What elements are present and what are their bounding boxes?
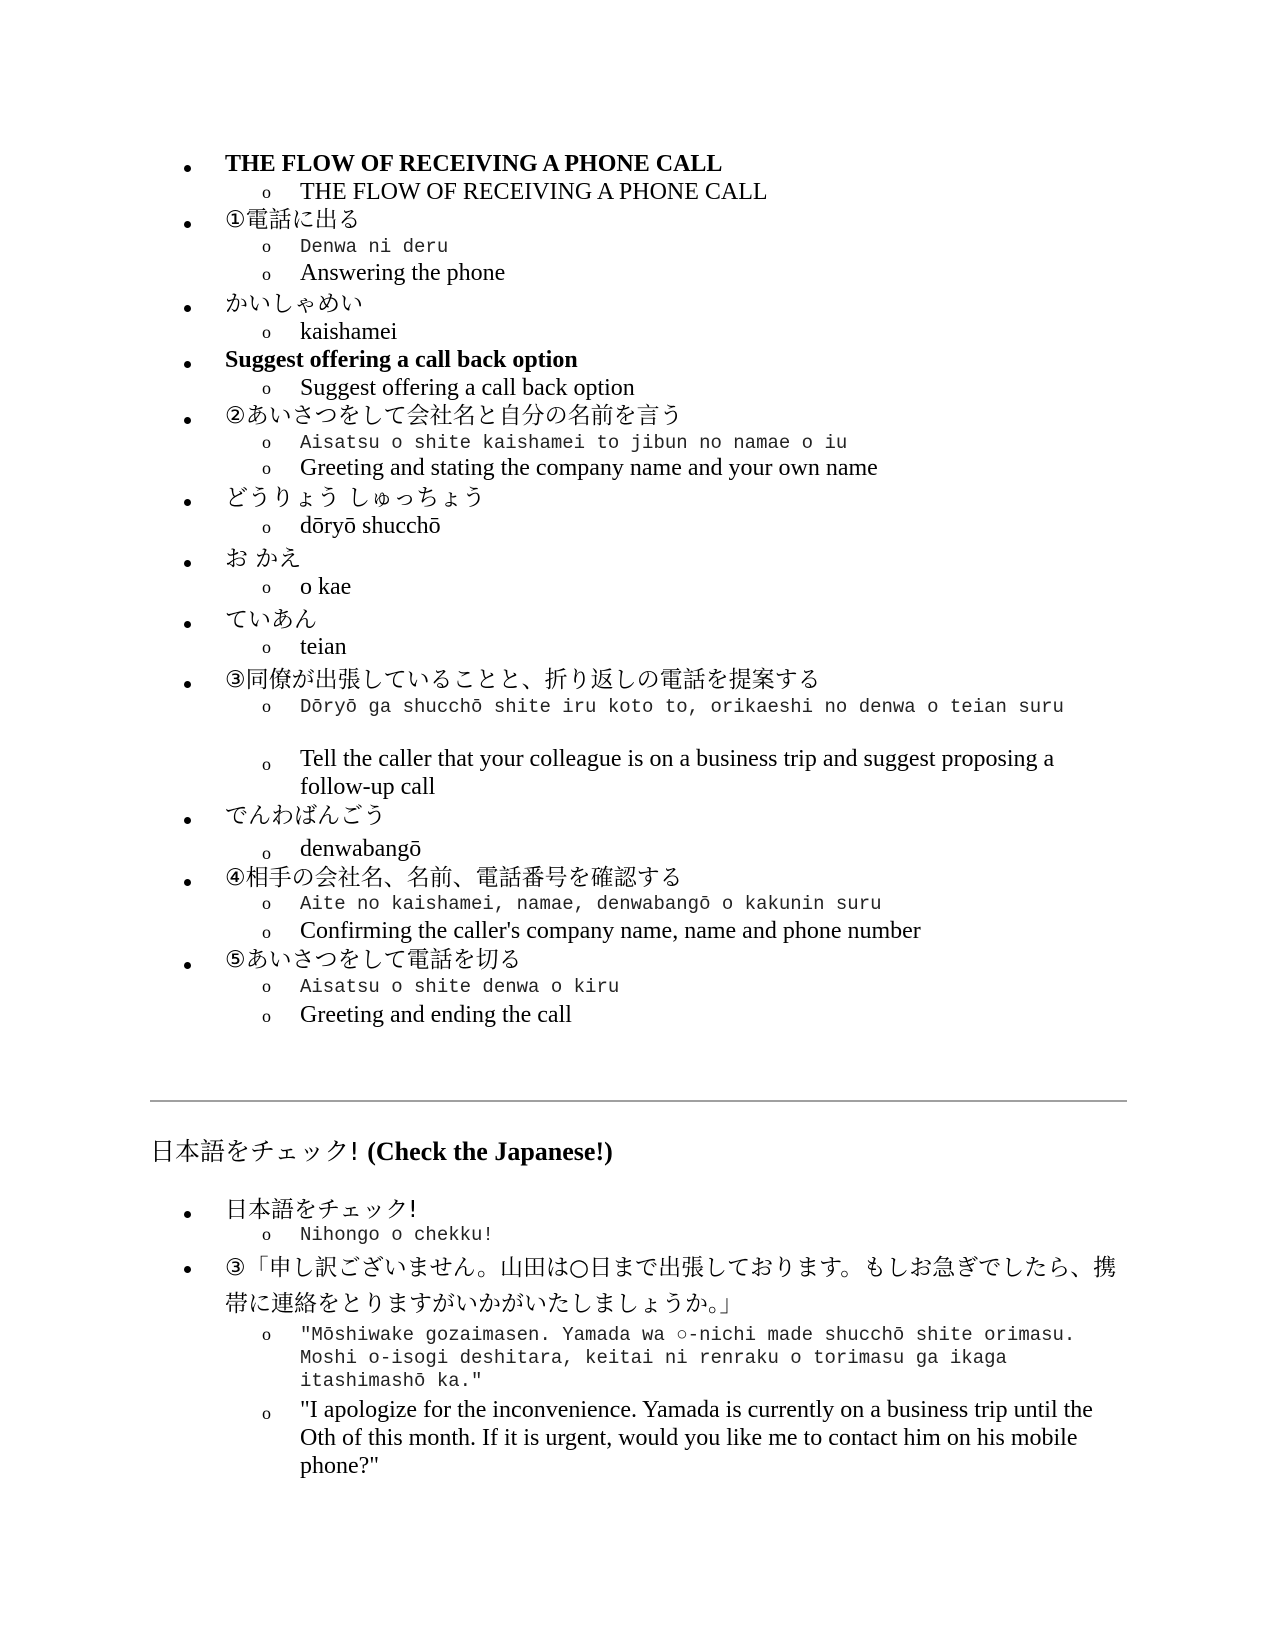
item-translation: Tell the caller that your colleague is on a business trip and suggest proposing a follow-up call: [300, 746, 1055, 800]
item-romaji: Dōryō ga shucchō shite iru koto to, orikaeshi no denwa o teian suru: [300, 696, 1064, 718]
sub-bullet-icon: o: [262, 1403, 271, 1423]
item-japanese: ③「申し訳ございません。山田は○日まで出張しております。もしお急ぎでしたら、携帯に連絡をとりますがいかがいたしましょうか。」: [225, 1255, 1117, 1317]
item-japanese: でんわばんごう: [225, 803, 386, 829]
sub-bullet-icon: o: [262, 517, 271, 537]
section-title: [150, 1136, 613, 1168]
item-translation: THE FLOW OF RECEIVING A PHONE CALL: [300, 179, 768, 205]
sub-bullet-icon: o: [262, 754, 271, 774]
bullet-icon: [184, 962, 194, 972]
sub-bullet-icon: o: [262, 1006, 271, 1026]
item-heading: THE FLOW OF RECEIVING A PHONE CALL: [225, 151, 723, 177]
bullet-icon: [184, 879, 194, 889]
item-japanese: かいしゃめい: [225, 291, 363, 317]
section-title-english: (Check the Japanese!): [367, 1137, 613, 1166]
bullet-icon: [184, 305, 194, 315]
bullet-icon: [184, 1211, 194, 1221]
item-translation: Greeting and ending the call: [300, 1002, 572, 1028]
bullet-icon: [184, 681, 194, 691]
item-translation: dōryō shucchō: [300, 513, 441, 539]
bullet-icon: [184, 817, 194, 827]
bullet-icon: [184, 621, 194, 631]
item-japanese: お かえ: [225, 546, 302, 572]
item-translation: denwabangō: [300, 836, 422, 862]
item-japanese: ていあん: [225, 607, 317, 633]
sub-bullet-icon: o: [262, 696, 271, 716]
item-romaji: Nihongo o chekku!: [300, 1224, 494, 1246]
item-translation: o kae: [300, 574, 352, 600]
item-translation: kaishamei: [300, 319, 398, 345]
sub-bullet-icon: o: [262, 1324, 271, 1344]
bullet-icon: [184, 361, 194, 371]
sub-bullet-icon: o: [262, 843, 271, 863]
item-japanese: ①電話に出る: [225, 207, 361, 233]
sub-bullet-icon: o: [262, 264, 271, 284]
sub-bullet-icon: o: [262, 577, 271, 597]
sub-bullet-icon: o: [262, 637, 271, 657]
sub-bullet-icon: o: [262, 1224, 271, 1244]
item-translation: Suggest offering a call back option: [300, 375, 635, 401]
item-romaji: Aisatsu o shite kaishamei to jibun no namae o iu: [300, 432, 848, 454]
sub-bullet-icon: o: [262, 458, 271, 478]
item-translation: Confirming the caller's company name, name and phone number: [300, 918, 921, 944]
sub-bullet-icon: o: [262, 893, 271, 913]
item-romaji: Denwa ni deru: [300, 236, 449, 258]
item-heading: Suggest offering a call back option: [225, 347, 578, 373]
item-japanese: ⑤あいさつをして電話を切る: [225, 947, 522, 973]
bullet-icon: [184, 165, 194, 175]
sub-bullet-icon: o: [262, 976, 271, 996]
sub-bullet-icon: o: [262, 322, 271, 342]
sub-bullet-icon: o: [262, 432, 271, 452]
bullet-icon: [184, 499, 194, 509]
item-translation: "I apologize for the inconvenience. Yamada is currently on a business trip until the Oth of this month. If it is urgent, would you like me to contact him on his mobile phone?": [300, 1397, 1093, 1479]
item-japanese: ②あいさつをして会社名と自分の名前を言う: [225, 403, 683, 429]
item-translation: Answering the phone: [300, 260, 506, 286]
item-japanese: ③同僚が出張していることと、折り返しの電話を提案する: [225, 667, 821, 693]
bullet-icon: [184, 221, 194, 231]
item-romaji: Aite no kaishamei, namae, denwabangō o kakunin suru: [300, 893, 882, 915]
sub-bullet-icon: o: [262, 182, 271, 202]
bullet-icon: [184, 560, 194, 570]
section-divider: [150, 1100, 1127, 1102]
bullet-icon: [184, 417, 194, 427]
item-translation: teian: [300, 634, 347, 660]
sub-bullet-icon: o: [262, 378, 271, 398]
item-romaji: "Mōshiwake gozaimasen. Yamada wa ○-nichi made shucchō shite orimasu. Moshi o-isogi deshitara, keitai ni renraku o torimasu ga ikaga itashimashō ka.": [300, 1324, 1076, 1392]
bullet-icon: [184, 1266, 194, 1276]
sub-bullet-icon: o: [262, 922, 271, 942]
item-romaji: Aisatsu o shite denwa o kiru: [300, 976, 620, 998]
sub-bullet-icon: o: [262, 236, 271, 256]
item-translation: Greeting and stating the company name and your own name: [300, 455, 878, 481]
section-title-japanese: 日本語をチェック!: [150, 1137, 368, 1166]
item-japanese: ④相手の会社名、名前、電話番号を確認する: [225, 865, 683, 891]
item-japanese: どうりょう しゅっちょう: [225, 485, 486, 511]
item-japanese: 日本語をチェック!: [225, 1197, 418, 1223]
